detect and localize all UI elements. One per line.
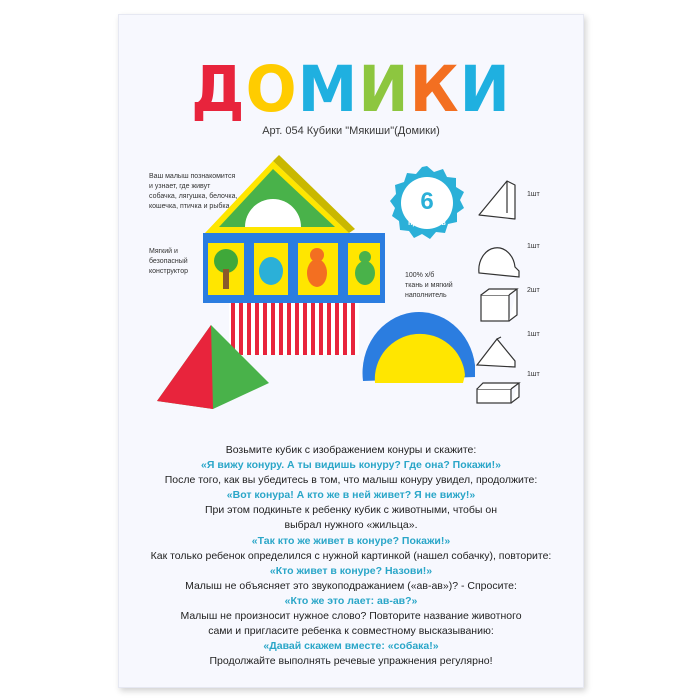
shape-count: 1шт bbox=[527, 191, 540, 198]
intro-line: Ваш малыш познакомится bbox=[149, 173, 236, 180]
instruction-quote: «Кто живет в конуре? Назови!» bbox=[269, 564, 433, 577]
instruction-line: Возьмите кубик с изображением конуры и скажите: bbox=[225, 444, 477, 456]
triangle-block-icon bbox=[479, 181, 515, 219]
striped-brick-block bbox=[229, 303, 359, 355]
title-letter: О bbox=[245, 53, 298, 127]
instruction-line: Малыш не объясняет это звукоподражанием («ав-ав»)? - Спросите: bbox=[185, 579, 517, 592]
instruction-quote: «Я вижу конуру. А ты видишь конуру? Где она? Покажи!» bbox=[201, 459, 501, 472]
shape-icons bbox=[475, 175, 525, 405]
title-letter: К bbox=[409, 53, 460, 127]
title-letter: И bbox=[358, 53, 410, 127]
intro-line: и узнает, где живут bbox=[149, 183, 211, 190]
badge-number: 6 bbox=[420, 188, 434, 215]
title-letter: Д bbox=[191, 53, 246, 127]
fabric-line: 100% х/б bbox=[405, 272, 435, 279]
fabric-line: наполнитель bbox=[405, 292, 447, 299]
arch-block-icon bbox=[479, 248, 519, 277]
instruction-line: сами и пригласите ребенка к совместному высказыванию: bbox=[208, 625, 494, 638]
article-line: Арт. 054 Кубики "Мякиши"(Домики) bbox=[262, 125, 440, 137]
intro-line: кошечка, птичка и рыбка bbox=[149, 203, 230, 210]
title-letter: И bbox=[459, 53, 511, 127]
soft-line: Мягкий и bbox=[149, 248, 178, 255]
instruction-line: После того, как вы убедитесь в том, что малыш конуру увидел, продолжите: bbox=[164, 474, 538, 487]
shape-count: 1шт bbox=[527, 243, 540, 250]
instruction-line: Как только ребенок определился с нужной картинкой (нашел собачку), повторите: bbox=[150, 549, 552, 562]
instruction-line: Продолжайте выполнять речевые упражнения регулярно! bbox=[209, 655, 493, 668]
yellow-arch-block bbox=[363, 312, 475, 383]
instruction-quote: «Так кто же живет в конуре? Покажи!» bbox=[251, 534, 451, 547]
badge-label: предметов bbox=[408, 220, 446, 227]
shape-count: 2шт bbox=[527, 287, 540, 294]
instruction-line: При этом подкиньте к ребенку кубик с животными, чтобы он bbox=[204, 504, 497, 517]
animal-cubes-row bbox=[203, 233, 385, 303]
soft-line: безопасный bbox=[149, 258, 188, 265]
instruction-line: выбрал нужного «жильца». bbox=[284, 519, 418, 532]
fabric-line: ткань и мягкий bbox=[405, 282, 453, 289]
items-count-badge bbox=[389, 165, 465, 241]
instruction-quote: «Вот конура! А кто же в ней живет? Я не вижу!» bbox=[226, 489, 476, 502]
instructions-text bbox=[119, 443, 583, 669]
soft-line: конструктор bbox=[149, 268, 188, 275]
shape-count: 1шт bbox=[527, 331, 540, 338]
instruction-quote: «Давай скажем вместе: «собака!» bbox=[263, 640, 439, 653]
shape-count: 1шт bbox=[527, 371, 540, 378]
instruction-line: Малыш не произносит нужное слово? Повторите название животного bbox=[180, 610, 522, 623]
cube-block-icon bbox=[481, 289, 517, 321]
brick-block-icon bbox=[477, 383, 519, 403]
leaflet-sheet bbox=[118, 14, 584, 688]
instruction-quote: «Кто же это лает: ав-ав?» bbox=[284, 594, 418, 607]
intro-line: собачка, лягушка, белочка, bbox=[149, 193, 238, 200]
title-letter: М bbox=[297, 53, 359, 127]
roof-triangle-block bbox=[205, 155, 355, 233]
triangle-block-icon bbox=[477, 337, 515, 367]
